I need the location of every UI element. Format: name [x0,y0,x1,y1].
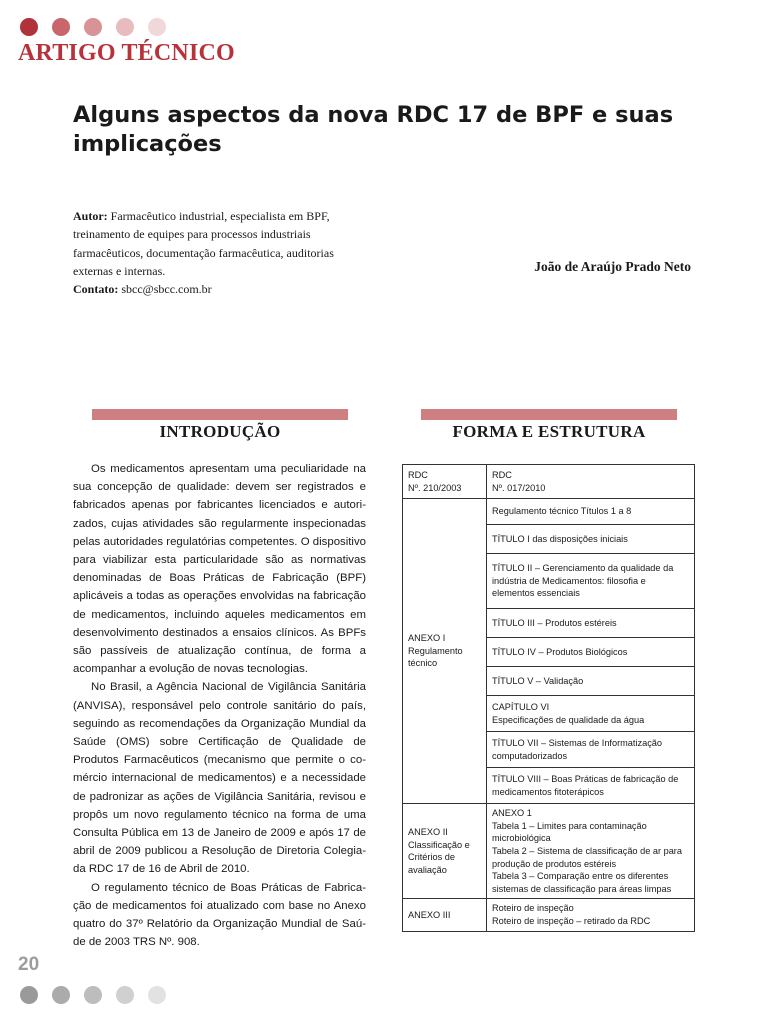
contact-label: Contato: [73,282,119,297]
heading-bar-right [421,409,677,420]
annex2-label: ANEXO II Classificação e Critérios de avaliação [403,804,487,899]
table-row [403,899,695,931]
table-cell: TÍTULO II – Gerenciamento da qualidade da indústria de Medicamentos: filosofia e elementos essenciais [487,554,695,609]
author-label: Autor: [73,209,108,223]
structure-table [402,464,695,932]
dot-icon [84,986,102,1004]
table-row [403,804,695,899]
structure-heading: FORMA E ESTRUTURA [452,422,646,441]
table-cell: TÍTULO I das disposições iniciais [487,525,695,554]
dot-icon [20,18,38,36]
header-cell-new: RDC Nº. 017/2010 [487,465,695,499]
dot-icon [148,986,166,1004]
table-cell: TÍTULO III – Produtos estéreis [487,609,695,638]
decorative-dots-top [20,18,166,36]
author-info [73,207,373,298]
annex1-label: ANEXO I Regulamento técnico [403,499,487,804]
dot-icon [84,18,102,36]
annex2-content: ANEXO 1 Tabela 1 – Limites para contaminação microbiológica Tabela 2 – Sistema de classificação de ar para produção de produtos estéreis Tabela 3 – Comparação entre os diferentes sistemas de classificação para áreas limpas [487,804,695,899]
annex3-content: Roteiro de inspeção Roteiro de inspeção – retirado da RDC [487,899,695,931]
decorative-dots-bottom [20,986,166,1004]
author-name: João de Araújo Prado Neto [534,259,691,274]
article-title: Alguns aspectos da nova RDC 17 de BPF e suas implicações [73,102,674,157]
header-cell-old: RDC Nº. 210/2003 [403,465,487,499]
annex3-label: ANEXO III [403,899,487,931]
table-header-row [403,465,695,499]
heading-bar-left [92,409,348,420]
table-cell: Regulamento técnico Títulos 1 a 8 [487,499,695,525]
table-cell: TÍTULO V – Validação [487,667,695,696]
dot-icon [116,986,134,1004]
contact-email: sbcc@sbcc.com.br [118,282,212,297]
page-number: 20 [18,954,40,975]
introduction-heading: INTRODUÇÃO [159,422,281,441]
dot-icon [52,18,70,36]
table-row [403,499,695,525]
introduction-body [73,460,366,951]
author-description: Farmacêutico industrial, especialista em BPF, treinamento de equipes para processos industriais farmacêuticos, documentação farmacêutica, auditorias externas e internas. [73,209,334,278]
table-cell: TÍTULO VIII – Boas Práticas de fabricação de medicamentos fitoterápicos [487,768,695,804]
dot-icon [20,986,38,1004]
dot-icon [116,18,134,36]
paragraph: No Brasil, a Agência Nacional de Vigilância Sanitária (ANVISA), responsável pelo controle sanitário do país, seguindo as recomendações da Organização Mundial da Saúde (OMS) sobre Certificação de Qualidade de Produtos Farmacêuticos (mecanismo que permite o comércio internacional de medicamentos) e a necessidade de padronizar as ações de Vigilância Sanitária, revisou e propôs um novo regulamento técnico na forma de uma Consulta Pública em 13 de Janeiro de 2009 e após 17 de abril de 2009 publicou a Resolução de Diretoria Colegiada RDC 17 de 16 de Abril de 2010. [73,681,366,876]
dot-icon [148,18,166,36]
paragraph: Os medicamentos apresentam uma peculiaridade na sua concepção de qualidade: devem ser registrados e fabricados apenas por fabricantes licenciados e autorizados, cujas atividades são regularmente inspecionadas pelas autoridades regulatórias competentes. O dispositivo para viabilizar esta particularidade são as normativas denominadas de Boas Práticas de Fabricação (BPF) aplicáveis a todas as operações envolvidas na fabricação de medicamentos, incluindo aqueles medicamentos em desenvolvimento destinados a ensaios clínicos. As BPFs são passíveis de atualização contínua, de forma a acompanhar a evolução de novas tecnologias. [73,463,366,676]
table-cell: TÍTULO IV – Produtos Biológicos [487,638,695,667]
dot-icon [52,986,70,1004]
table-cell: TÍTULO VII – Sistemas de Informatização computadorizados [487,732,695,768]
table-cell: CAPÍTULO VI Especificações de qualidade da água [487,696,695,732]
paragraph: O regulamento técnico de Boas Práticas de Fabricação de medicamentos foi atualizado com base no Anexo quatro do 37º Relatório da Organização Mundial de Saúde de 2003 TRS Nº. 908. [73,881,366,949]
section-label: ARTIGO TÉCNICO [18,40,235,66]
